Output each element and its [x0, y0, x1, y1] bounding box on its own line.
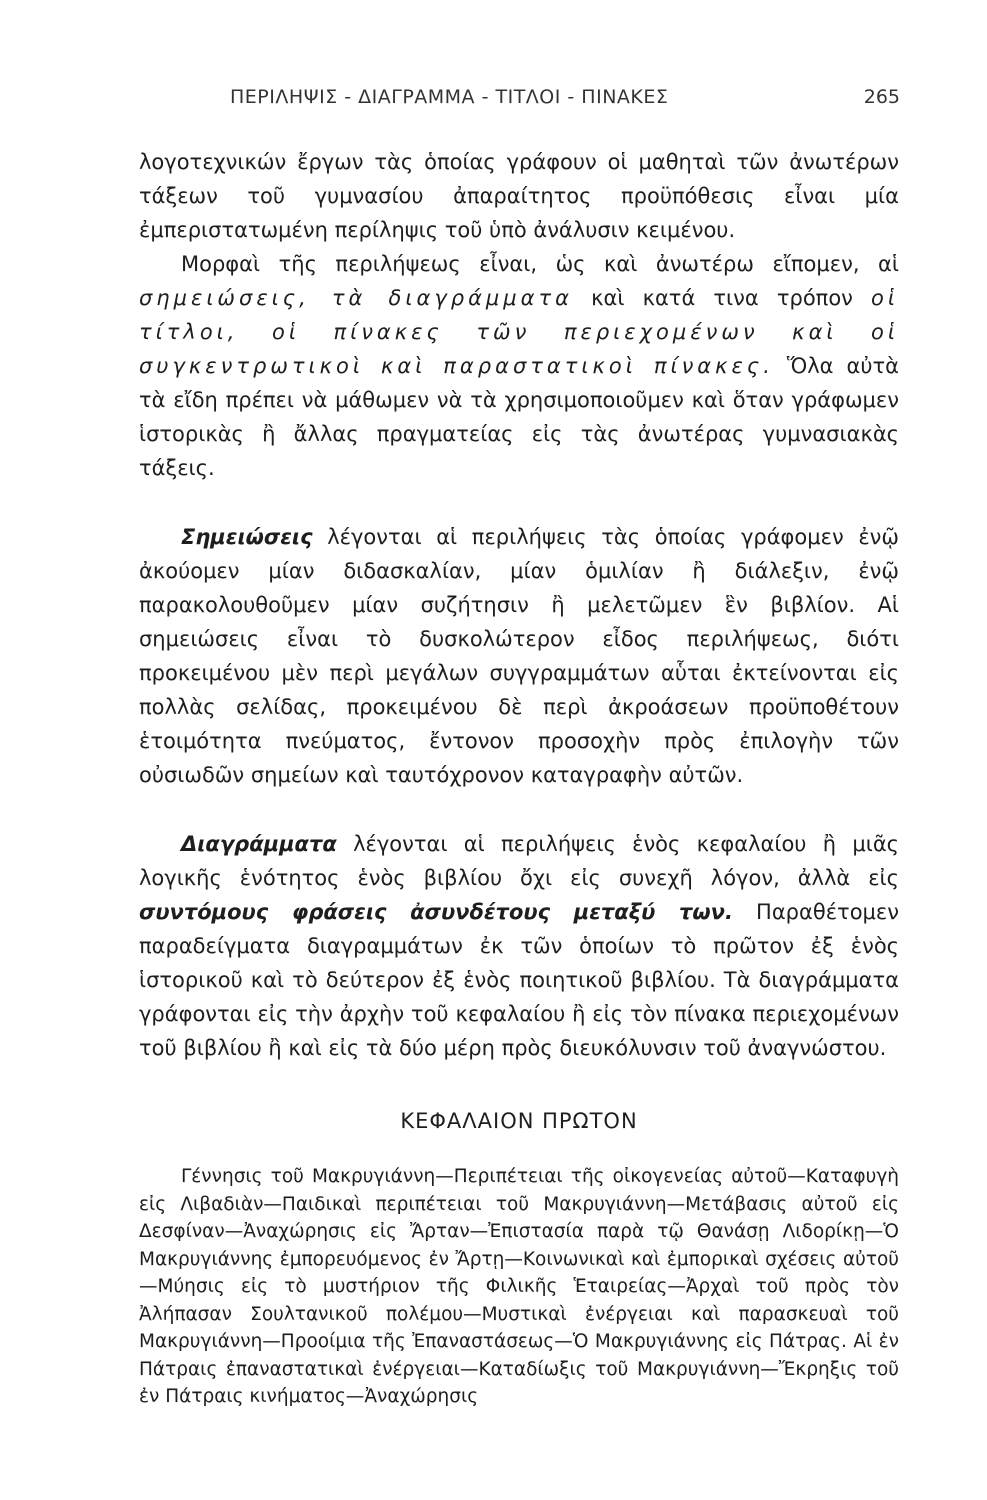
paragraph-continuation-text: λογοτεχνικών ἔργων τὰς ὁποίας γράφουν οἱ μαθηταὶ τῶν ἀνωτέρων τάξεων τοῦ γυμνασίου ἀπαραίτητος προϋπόθεσις εἶναι μία ἐμπεριστατωμένη περίληψις τοῦ ὑπὸ ἀνάλυσιν κειμένου.: [139, 150, 899, 242]
paragraph-diagrams: [139, 827, 899, 1065]
diagrams-definition-text: λέγονται αἱ περιλήψεις ἑνὸς κεφαλαίου ἢ μιᾶς λογικῆς ἑνότητος ἑνὸς βιβλίου ὄχι εἰς συνεχῆ λόγον, ἀλλὰ εἰς: [139, 832, 899, 890]
term-short-phrases: συντόμους φράσεις ἀσυνδέτους μεταξύ των.: [139, 900, 733, 924]
chapter-heading: ΚΕΦΑΛΑΙΟΝ ΠΡΩΤΟΝ: [400, 1109, 638, 1133]
running-title: ΠΕΡΙΛΗΨΙΣ - ΔΙΑΓΡΑΜΜΑ - ΤΙΤΛΟΙ - ΠΙΝΑΚΕΣ: [230, 86, 669, 108]
diagrams-rest-text: Παραθέτομεν παραδείγματα διαγραμμάτων ἐκ τῶν ὁποίων τὸ πρῶτον ἐξ ἑνὸς ἱστορικοῦ καὶ τὸ δεύτερον ἐξ ἑνὸς ποιητικοῦ βιβλίου. Τὰ διαγράμματα γράφονται εἰς τὴν ἀρχὴν τοῦ κεφαλαίου ἢ εἰς τὸν πίνακα περιεχομένων τοῦ βιβλίου ἢ καὶ εἰς τὰ δύο μέρη πρὸς διευκόλυνσιν τοῦ ἀναγνώστου.: [139, 900, 899, 1060]
paragraph-notes: [139, 520, 899, 792]
spaced-term-notes-diagrams: σημειώσεις, τὰ διαγράμματα: [139, 286, 573, 310]
chapter-summary: Γέννησις τοῦ Μακρυγιάννη—Περιπέτειαι τῆς οἰκογενείας αὐτοῦ—Καταφυγὴ εἰς Λιβαδιὰν—Παιδικαὶ περιπέτειαι τοῦ Μακρυγιάννη—Μετάβασις αὐτοῦ εἰς Δεσφίναν—Ἀναχώρησις εἰς Ἄρταν—Ἐπιστασία παρὰ τῷ Θανάσῃ Λιδορίκῃ—Ὁ Μακρυγιάννης ἐμπορευόμενος ἐν Ἄρτῃ—Κοινωνικαὶ καὶ ἐμπορικαὶ σχέσεις αὐτοῦ—Μύησις εἰς τὸ μυστήριον τῆς Φιλικῆς Ἑταιρείας—Ἀρχαὶ τοῦ πρὸς τὸν Ἀλήπασαν Σουλτανικοῦ πολέμου—Μυστικαὶ ἐνέργειαι καὶ παρασκευαὶ τοῦ Μακρυγιάννη—Προοίμια τῆς Ἐπαναστάσεως—Ὁ Μακρυγιάννης εἰς Πάτρας. Αἱ ἐν Πάτραις ἐπαναστατικαὶ ἐνέργειαι—Καταδίωξις τοῦ Μακρυγιάννη—Ἔκρηξις τοῦ ἐν Πάτραις κινήματος—Ἀναχώρησις: [139, 1166, 899, 1407]
term-diagrams: Διαγράμματα: [181, 832, 337, 856]
page-number: 265: [863, 86, 900, 108]
forms-mid-text: καὶ κατά τινα τρόπον: [591, 286, 853, 310]
paragraph-continuation: [139, 145, 899, 247]
paragraph-forms-of-summary: [139, 247, 899, 485]
notes-definition-text: λέγονται αἱ περιλήψεις τὰς ὁποίας γράφομεν ἐνῷ ἀκούομεν μίαν διδασκαλίαν, μίαν ὁμιλίαν ἢ διάλεξιν, ἐνῷ παρακολουθοῦμεν μίαν συζήτησιν ἢ μελετῶμεν ἓν βιβλίον. Αἱ σημειώσεις εἶναι τὸ δυσκολώτερον εἶδος περιλήψεως, διότι προκειμένου μὲν περὶ μεγάλων συγγραμμάτων αὗται ἐκτείνονται εἰς πολλὰς σελίδας, προκειμένου δὲ περὶ ἀκροάσεων προϋποθέτουν ἑτοιμότητα πνεύματος, ἔντονον προσοχὴν πρὸς ἐπιλογὴν τῶν οὐσιωδῶν σημείων καὶ ταυτόχρονον καταγραφὴν αὐτῶν.: [139, 525, 899, 787]
page-header: [140, 86, 900, 116]
forms-rest-text: Ὅλα αὐτὰ τὰ εἴδη πρέπει νὰ μάθωμεν νὰ τὰ χρησιμοποιοῦμεν καὶ ὅταν γράφωμεν ἱστορικὰς ἢ ἄλλας πραγματείας εἰς τὰς ἀνωτέρας γυμνασιακὰς τάξεις.: [139, 354, 899, 480]
spaced-term-titles-tables: οἱ τίτλοι, οἱ πίνακες τῶν περιεχομένων καὶ οἱ συγκεντρωτικοὶ καὶ παραστατικοὶ πίνακες.: [139, 286, 900, 378]
page-body: [139, 145, 899, 1411]
term-notes: Σημειώσεις: [181, 525, 313, 549]
forms-intro-text: Μορφαὶ τῆς περιλήψεως εἶναι, ὡς καὶ ἀνωτέρω εἴπομεν, αἱ: [181, 252, 899, 276]
